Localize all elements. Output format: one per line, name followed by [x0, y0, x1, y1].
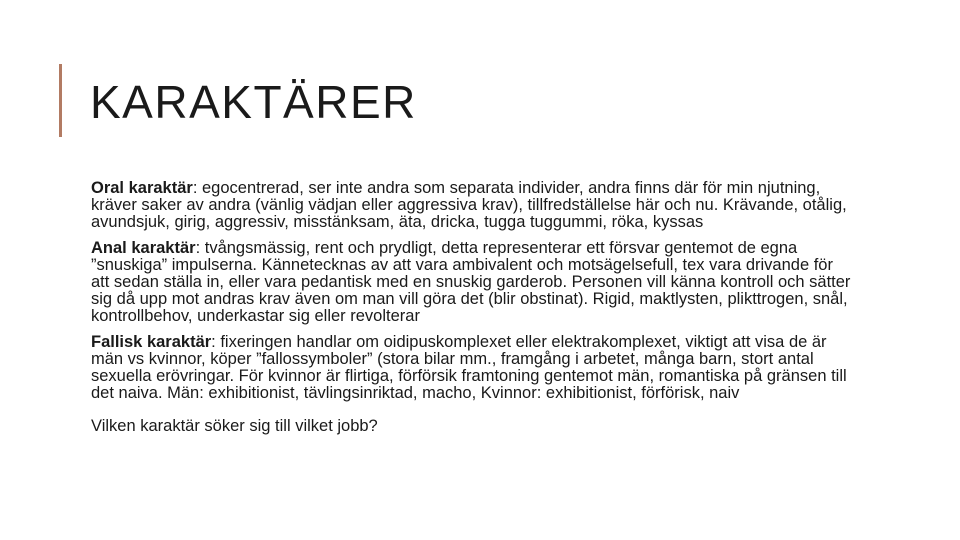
term-fallisk: Fallisk karaktär	[91, 333, 212, 351]
slide-title: KARAKTÄRER	[90, 76, 417, 128]
description-fallisk: : fixeringen handlar om oidipuskomplexet eller elektrakomplexet, viktigt att visa de är män vs kvinnor, köper ”fallossymboler” (stora bilar mm., framgång i arbetet, många barn, stort antal sexuella erövringar. För kvinnor är flirtiga, förförsik framtoning gentemot män, romantiska på gränsen till det naiva. Män: exhibitionist, tävlingsinriktad, macho, Kvinnor: exhibitionist, förförisk, naiv	[91, 333, 847, 402]
term-oral: Oral karaktär	[91, 179, 193, 197]
paragraph-fallisk	[91, 334, 851, 402]
title-accent-bar	[59, 64, 62, 137]
slide-body	[91, 180, 851, 445]
paragraph-oral	[91, 180, 851, 231]
paragraph-anal	[91, 240, 851, 325]
description-anal: : tvångsmässig, rent och prydligt, detta representerar ett försvar gentemot de egna ”snuskiga” impulserna. Kännetecknas av att vara ambivalent och motsägelsefull, tex vara drivande för att sedan ställa in, eller vara pedantisk med en snuskig garderob. Personen vill känna kontroll och sätter sig då upp mot andras krav även om man vill göra det (blir obstinat). Rigid, maktlysten, plikttrogen, snål, kontrollbehov, underkastar sig eller revolterar	[91, 239, 851, 325]
closing-question: Vilken karaktär söker sig till vilket jobb?	[91, 417, 378, 435]
term-anal: Anal karaktär	[91, 239, 196, 257]
description-oral: : egocentrerad, ser inte andra som separata individer, andra finns där för min njutning, kräver saker av andra (vänlig vädjan eller aggressiva krav), tillfredställelse här och nu. Krävande, otålig, avundsjuk, girig, aggressiv, misstänksam, äta, dricka, tugga tuggummi, röka, kyssas	[91, 179, 847, 231]
